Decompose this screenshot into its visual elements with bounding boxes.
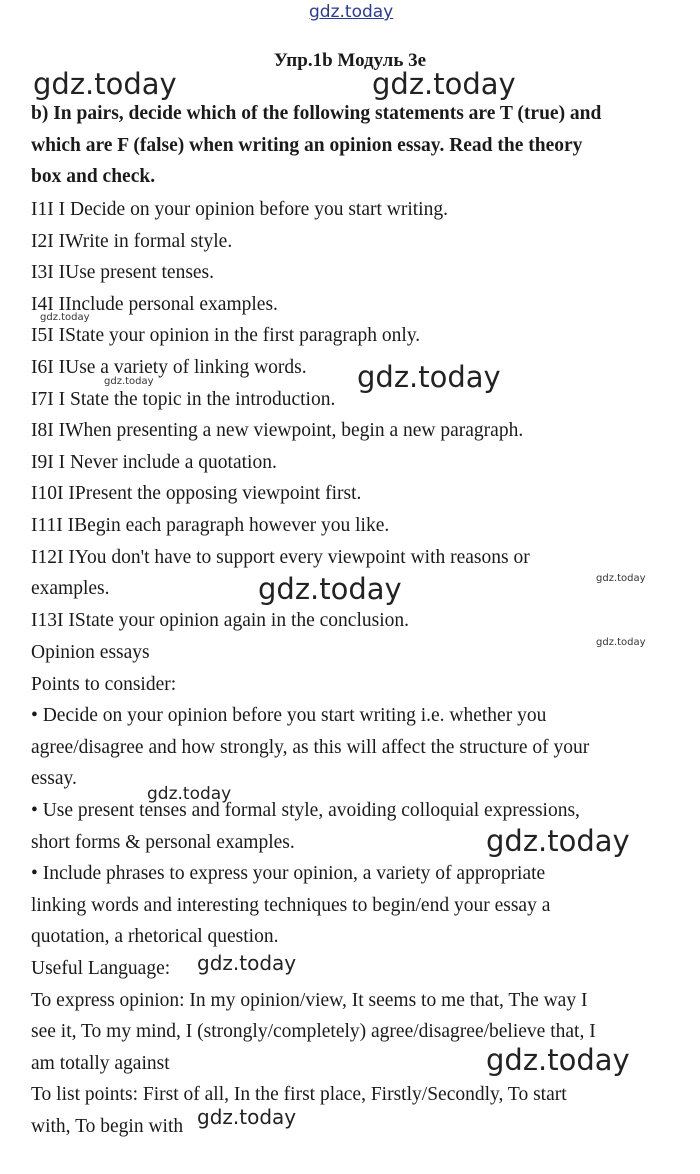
theory-line: see it, To my mind, I (strongly/completely) agree/disagree/believe that, I [31, 1021, 596, 1043]
theory-line: • Use present tenses and formal style, avoiding colloquial expressions, [31, 799, 580, 821]
theory-line: with, To begin with [31, 1115, 184, 1137]
theory-line: To express opinion: In my opinion/view, It seems to me that, The way I [31, 989, 588, 1011]
theory-line: essay. [31, 768, 77, 790]
statement-item: I2I IWrite in formal style. [31, 230, 233, 252]
watermark-small: gdz.today [40, 312, 90, 323]
theory-subheading: Points to consider: [31, 673, 177, 695]
statement-item: I1I I Decide on your opinion before you start writing. [31, 199, 448, 220]
theory-line: • Decide on your opinion before you start writing i.e. whether you [31, 705, 547, 727]
instruction-line: b) In pairs, decide which of the following statements are T (true) and [31, 103, 602, 124]
statement-item-continued: examples. [31, 578, 110, 600]
watermark: gdz.today [33, 67, 177, 101]
statement-item: I6I IUse a variety of linking words. [31, 356, 307, 378]
watermark-medium: gdz.today [147, 784, 232, 804]
watermark: gdz.today [486, 824, 630, 858]
instruction-line: box and check. [31, 166, 156, 188]
watermark-small: gdz.today [596, 573, 646, 584]
statement-item: I5I IState your opinion in the first paragraph only. [31, 325, 421, 347]
watermark: gdz.today [372, 67, 516, 101]
watermark-small: gdz.today [104, 376, 154, 387]
watermark-medium: gdz.today [197, 1105, 297, 1129]
theory-line: To list points: First of all, In the first place, Firstly/Secondly, To start [31, 1084, 567, 1106]
theory-heading: Opinion essays [31, 642, 150, 663]
theory-line: agree/disagree and how strongly, as this will affect the structure of your [31, 736, 590, 758]
theory-line: short forms & personal examples. [31, 831, 295, 853]
statement-item: I3I IUse present tenses. [31, 262, 215, 284]
statement-item: I7I I State the topic in the introduction. [31, 388, 336, 410]
instruction-line: which are F (false) when writing an opinion essay. Read the theory [31, 134, 583, 156]
statement-item: I9I I Never include a quotation. [31, 451, 277, 473]
page-title: Упр.1b Модуль 3е [273, 50, 427, 71]
statement-item: I13I IState your opinion again in the conclusion. [31, 609, 410, 631]
useful-language-heading: Useful Language: [31, 957, 171, 979]
watermark: gdz.today [258, 572, 402, 606]
statement-item: I11I IBegin each paragraph however you like. [31, 514, 390, 536]
theory-line: quotation, a rhetorical question. [31, 926, 279, 948]
exercise-instructions [31, 98, 671, 193]
watermark: gdz.today [357, 360, 501, 394]
watermark-medium: gdz.today [197, 951, 297, 975]
theory-line: linking words and interesting techniques to begin/end your essay a [31, 894, 551, 916]
statement-list [31, 194, 671, 636]
theory-line: am totally against [31, 1052, 170, 1074]
watermark: gdz.today [486, 1043, 630, 1077]
statement-item: I8I IWhen presenting a new viewpoint, begin a new paragraph. [31, 420, 524, 442]
theory-line: • Include phrases to express your opinion, a variety of appropriate [31, 863, 546, 885]
watermark-link[interactable]: gdz.today [309, 2, 394, 22]
watermark-small: gdz.today [596, 637, 646, 648]
statement-item: I10I IPresent the opposing viewpoint first. [31, 483, 362, 505]
statement-item: I4I IInclude personal examples. [31, 293, 278, 315]
statement-item: I12I IYou don't have to support every viewpoint with reasons or [31, 546, 530, 568]
